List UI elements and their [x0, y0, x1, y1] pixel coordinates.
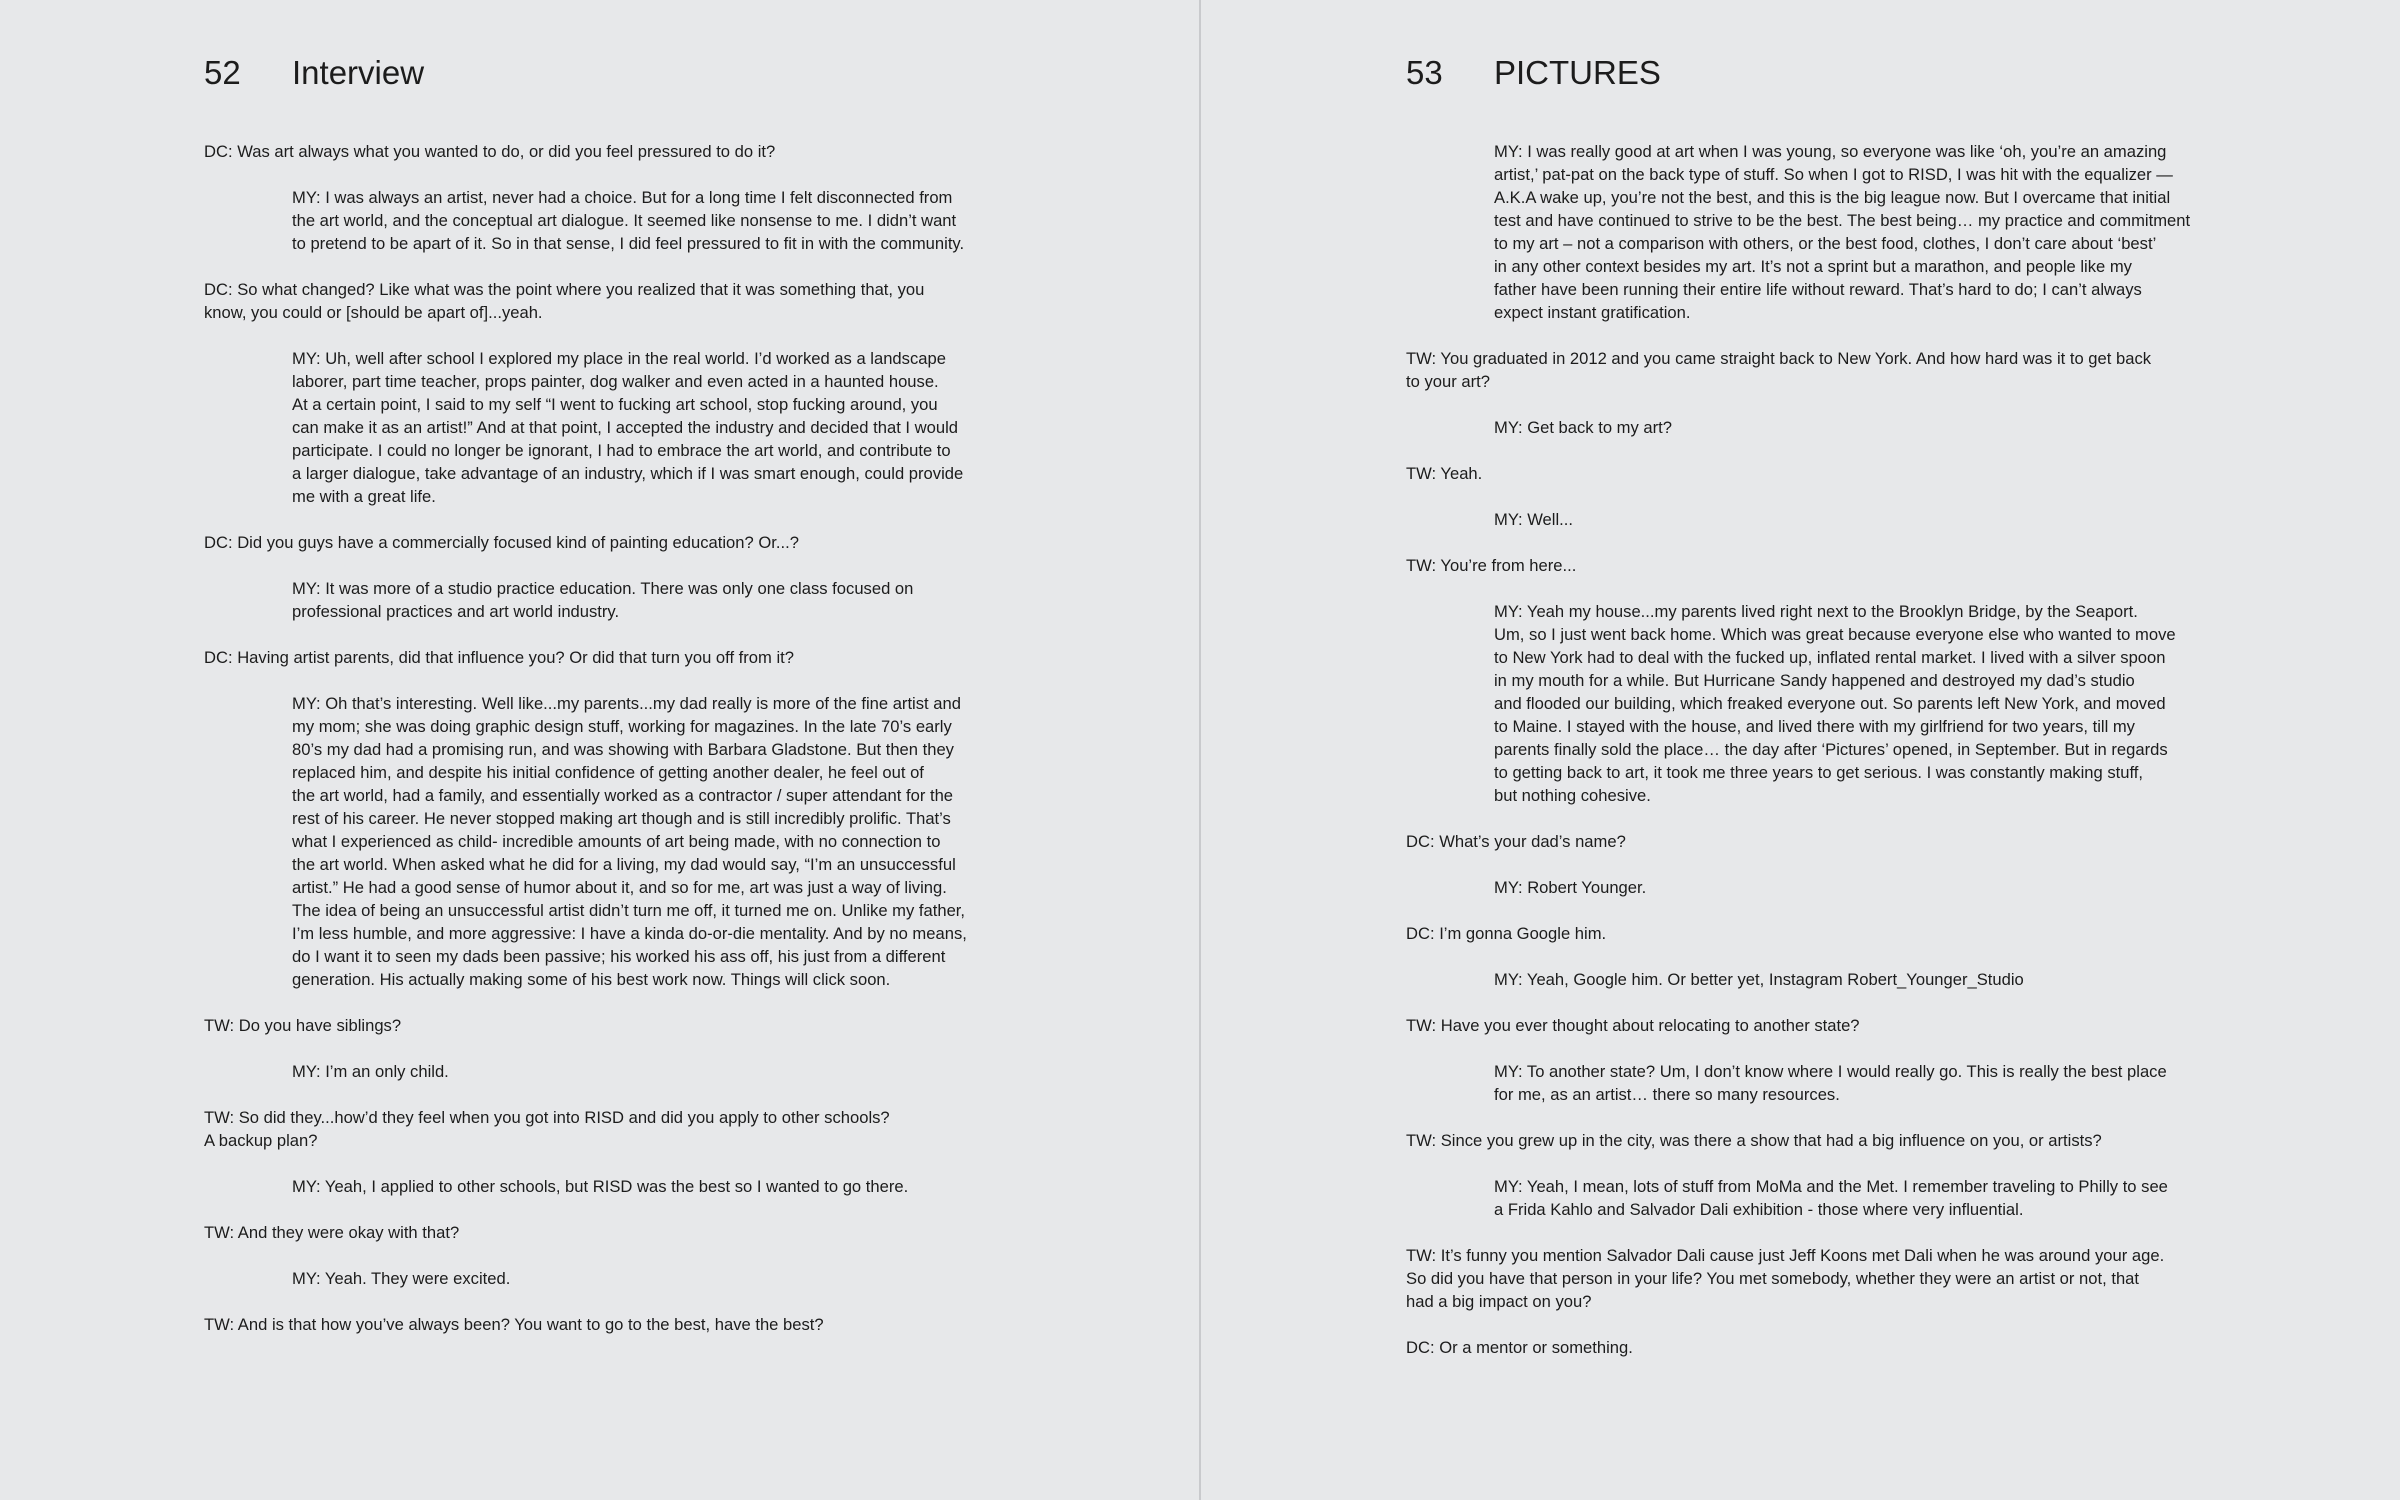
- page-header: [204, 54, 424, 92]
- interview-question: TW: Yeah.: [1406, 464, 1483, 483]
- interview-text: [204, 140, 1044, 1359]
- interview-answer: MY: Yeah, Google him. Or better yet, Instagram Robert_Younger_Studio: [1494, 970, 2024, 989]
- interview-answer: MY: Uh, well after school I explored my place in the real world. I’d worked as a landscape laborer, part time teacher, props painter, dog walker and even acted in a haunted house. At a certain point, I said to my self “I went to fucking art school, stop fucking around, you can make it as an artist!” And at that point, I accepted the industry and decided that I would participate. I could no longer be ignorant, I had to embrace the art world, and contribute to a larger dialogue, take advantage of an industry, which if I was smart enough, could provide me with a great life.: [292, 349, 964, 506]
- interview-question: TW: And they were okay with that?: [204, 1223, 460, 1242]
- interview-question: TW: You graduated in 2012 and you came straight back to New York. And how hard was it to get back to your art?: [1406, 349, 2152, 391]
- interview-answer: MY: It was more of a studio practice education. There was only one class focused on professional practices and art world industry.: [292, 579, 914, 621]
- interview-answer: MY: Robert Younger.: [1494, 878, 1647, 897]
- interview-question: TW: Have you ever thought about relocating to another state?: [1406, 1016, 1860, 1035]
- interview-question: DC: What’s your dad’s name?: [1406, 832, 1626, 851]
- interview-question: DC: Did you guys have a commercially focused kind of painting education? Or...?: [204, 533, 799, 552]
- interview-answer: MY: I’m an only child.: [292, 1062, 449, 1081]
- page-header: [1406, 54, 1661, 92]
- interview-question: DC: I’m gonna Google him.: [1406, 924, 1607, 943]
- interview-question: DC: Having artist parents, did that influence you? Or did that turn you off from it?: [204, 648, 794, 667]
- interview-answer: MY: Oh that’s interesting. Well like...my parents...my dad really is more of the fine artist and my mom; she was doing graphic design stuff, working for magazines. In the late 70’s early 80’s my dad had a promising run, and was showing with Barbara Gladstone. But then they replaced him, and despite his initial confidence of getting another dealer, he feel out of the art world, had a family, and essentially worked as a contractor / super attendant for the rest of his career. He never stopped making art though and is still incredibly prolific. That’s what I experienced as child- incredible amounts of art being made, with no connection to the art world. When asked what he did for a living, my dad would say, “I’m an unsuccessful artist.” He had a good sense of humor about it, and so for me, art was just a way of living. The idea of being an unsuccessful artist didn’t turn me off, it turned me on. Unlike my father, I’m less humble, and more aggressive: I have a kinda do-or-die mentality. And by no means, do I want it to seen my dads been passive; his worked his ass off, his just from a different generation. His actually making some of his best work now. Things will click soon.: [292, 694, 967, 989]
- page-title: Interview: [292, 54, 425, 91]
- interview-answer: MY: I was really good at art when I was young, so everyone was like ‘oh, you’re an amazing artist,’ pat-pat on the back type of stuff. So when I got to RISD, I was hit with the equalizer — A.K.A wake up, you’re not the best, and this is the big league now. But I overcame that initial test and have continued to strive to be the best. The best being… my practice and commitment to my art – not a comparison with others, or the best food, clothes, I don’t care about ‘best’ in any other context besides my art. It’s not a sprint but a marathon, and people like my father have been running their entire life without reward. That’s hard to do; I can’t always expect instant gratification.: [1494, 142, 2191, 322]
- interview-answer: MY: Get back to my art?: [1494, 418, 1672, 437]
- interview-question: DC: Or a mentor or something.: [1406, 1338, 1633, 1357]
- page-number: 52: [204, 54, 241, 91]
- interview-answer: MY: Yeah, I mean, lots of stuff from MoMa and the Met. I remember traveling to Philly to see a Frida Kahlo and Salvador Dali exhibition - those where very influential.: [1494, 1177, 2168, 1219]
- interview-question: TW: And is that how you’ve always been? You want to go to the best, have the best?: [204, 1315, 824, 1334]
- left-page: [0, 0, 1199, 1500]
- interview-answer: MY: I was always an artist, never had a choice. But for a long time I felt disconnected from the art world, and the conceptual art dialogue. It seemed like nonsense to me. I didn’t want to pretend to be apart of it. So in that sense, I did feel pressured to fit in with the community.: [292, 188, 965, 253]
- interview-answer: MY: Yeah my house...my parents lived right next to the Brooklyn Bridge, by the Seaport. Um, so I just went back home. Which was great because everyone else who wanted to move to New York had to deal with the fucked up, inflated rental market. I lived with a silver spoon in my mouth for a while. But Hurricane Sandy happened and destroyed my dad’s studio and flooded our building, which freaked everyone out. So parents left New York, and moved to Maine. I stayed with the house, and lived there with my girlfriend for two years, till my parents finally sold the place… the day after ‘Pictures’ opened, in September. But in regards to getting back to art, it took me three years to get serious. I was constantly making stuff, but nothing cohesive.: [1494, 602, 2176, 805]
- page-title: PICTURES: [1494, 54, 1661, 91]
- right-page: [1201, 0, 2400, 1500]
- interview-question: TW: You’re from here...: [1406, 556, 1577, 575]
- interview-answer: MY: Yeah, I applied to other schools, but RISD was the best so I wanted to go there.: [292, 1177, 909, 1196]
- interview-question: TW: It’s funny you mention Salvador Dali cause just Jeff Koons met Dali when he was around your age. So did you have that person in your life? You met somebody, whether they were an artist or not, that had a big impact on you?: [1406, 1246, 2165, 1311]
- interview-answer: MY: Well...: [1494, 510, 1573, 529]
- interview-text: [1406, 140, 2246, 1382]
- interview-question: TW: So did they...how’d they feel when you got into RISD and did you apply to other schools? A backup plan?: [204, 1108, 890, 1150]
- interview-question: DC: Was art always what you wanted to do, or did you feel pressured to do it?: [204, 142, 776, 161]
- interview-question: TW: Since you grew up in the city, was there a show that had a big influence on you, or artists?: [1406, 1131, 2102, 1150]
- interview-question: TW: Do you have siblings?: [204, 1016, 402, 1035]
- interview-answer: MY: To another state? Um, I don’t know where I would really go. This is really the best place for me, as an artist… there so many resources.: [1494, 1062, 2167, 1104]
- interview-question: DC: So what changed? Like what was the point where you realized that it was something that, you know, you could or [should be apart of]...yeah.: [204, 280, 925, 322]
- interview-answer: MY: Yeah. They were excited.: [292, 1269, 511, 1288]
- page-number: 53: [1406, 54, 1443, 91]
